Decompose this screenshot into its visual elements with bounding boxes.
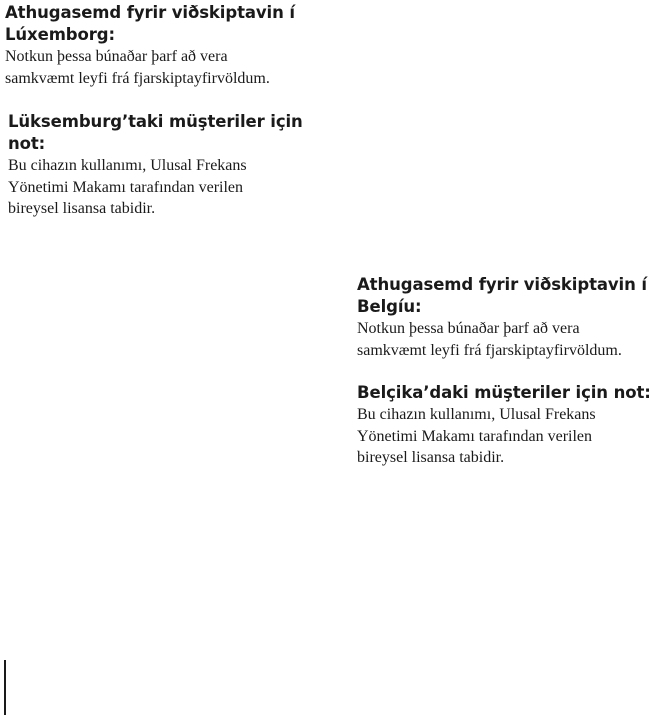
notice-body: Notkun þessa búnaðar þarf að vera samkvæmt leyfi frá fjarskiptayfirvöldum. <box>5 48 270 87</box>
notice-heading: Athugasemd fyrir viðskiptavin í Lúxemborg: <box>5 3 295 44</box>
notice-body: Bu cihazın kullanımı, Ulusal Frekans Yönetimi Makamı tarafından verilen bireysel lisansa tabidir. <box>8 157 247 217</box>
notice-heading: Athugasemd fyrir viðskiptavin í Belgíu: <box>357 275 647 316</box>
notice-body: Bu cihazın kullanımı, Ulusal Frekans Yönetimi Makamı tarafından verilen bireysel lisansa tabidir. <box>357 406 596 466</box>
notice-luxembourg-turkish <box>8 111 328 220</box>
notice-luxembourg-icelandic <box>5 2 325 89</box>
notice-belgium-icelandic <box>357 274 651 361</box>
page-margin-rule <box>4 660 6 715</box>
notice-belgium-turkish <box>357 382 651 469</box>
notice-heading: Lüksemburg’taki müşteriler için not: <box>8 112 303 153</box>
notice-body: Notkun þessa búnaðar þarf að vera samkvæmt leyfi frá fjarskiptayfirvöldum. <box>357 320 622 359</box>
notice-heading: Belçika’daki müşteriler için not: <box>357 383 651 402</box>
